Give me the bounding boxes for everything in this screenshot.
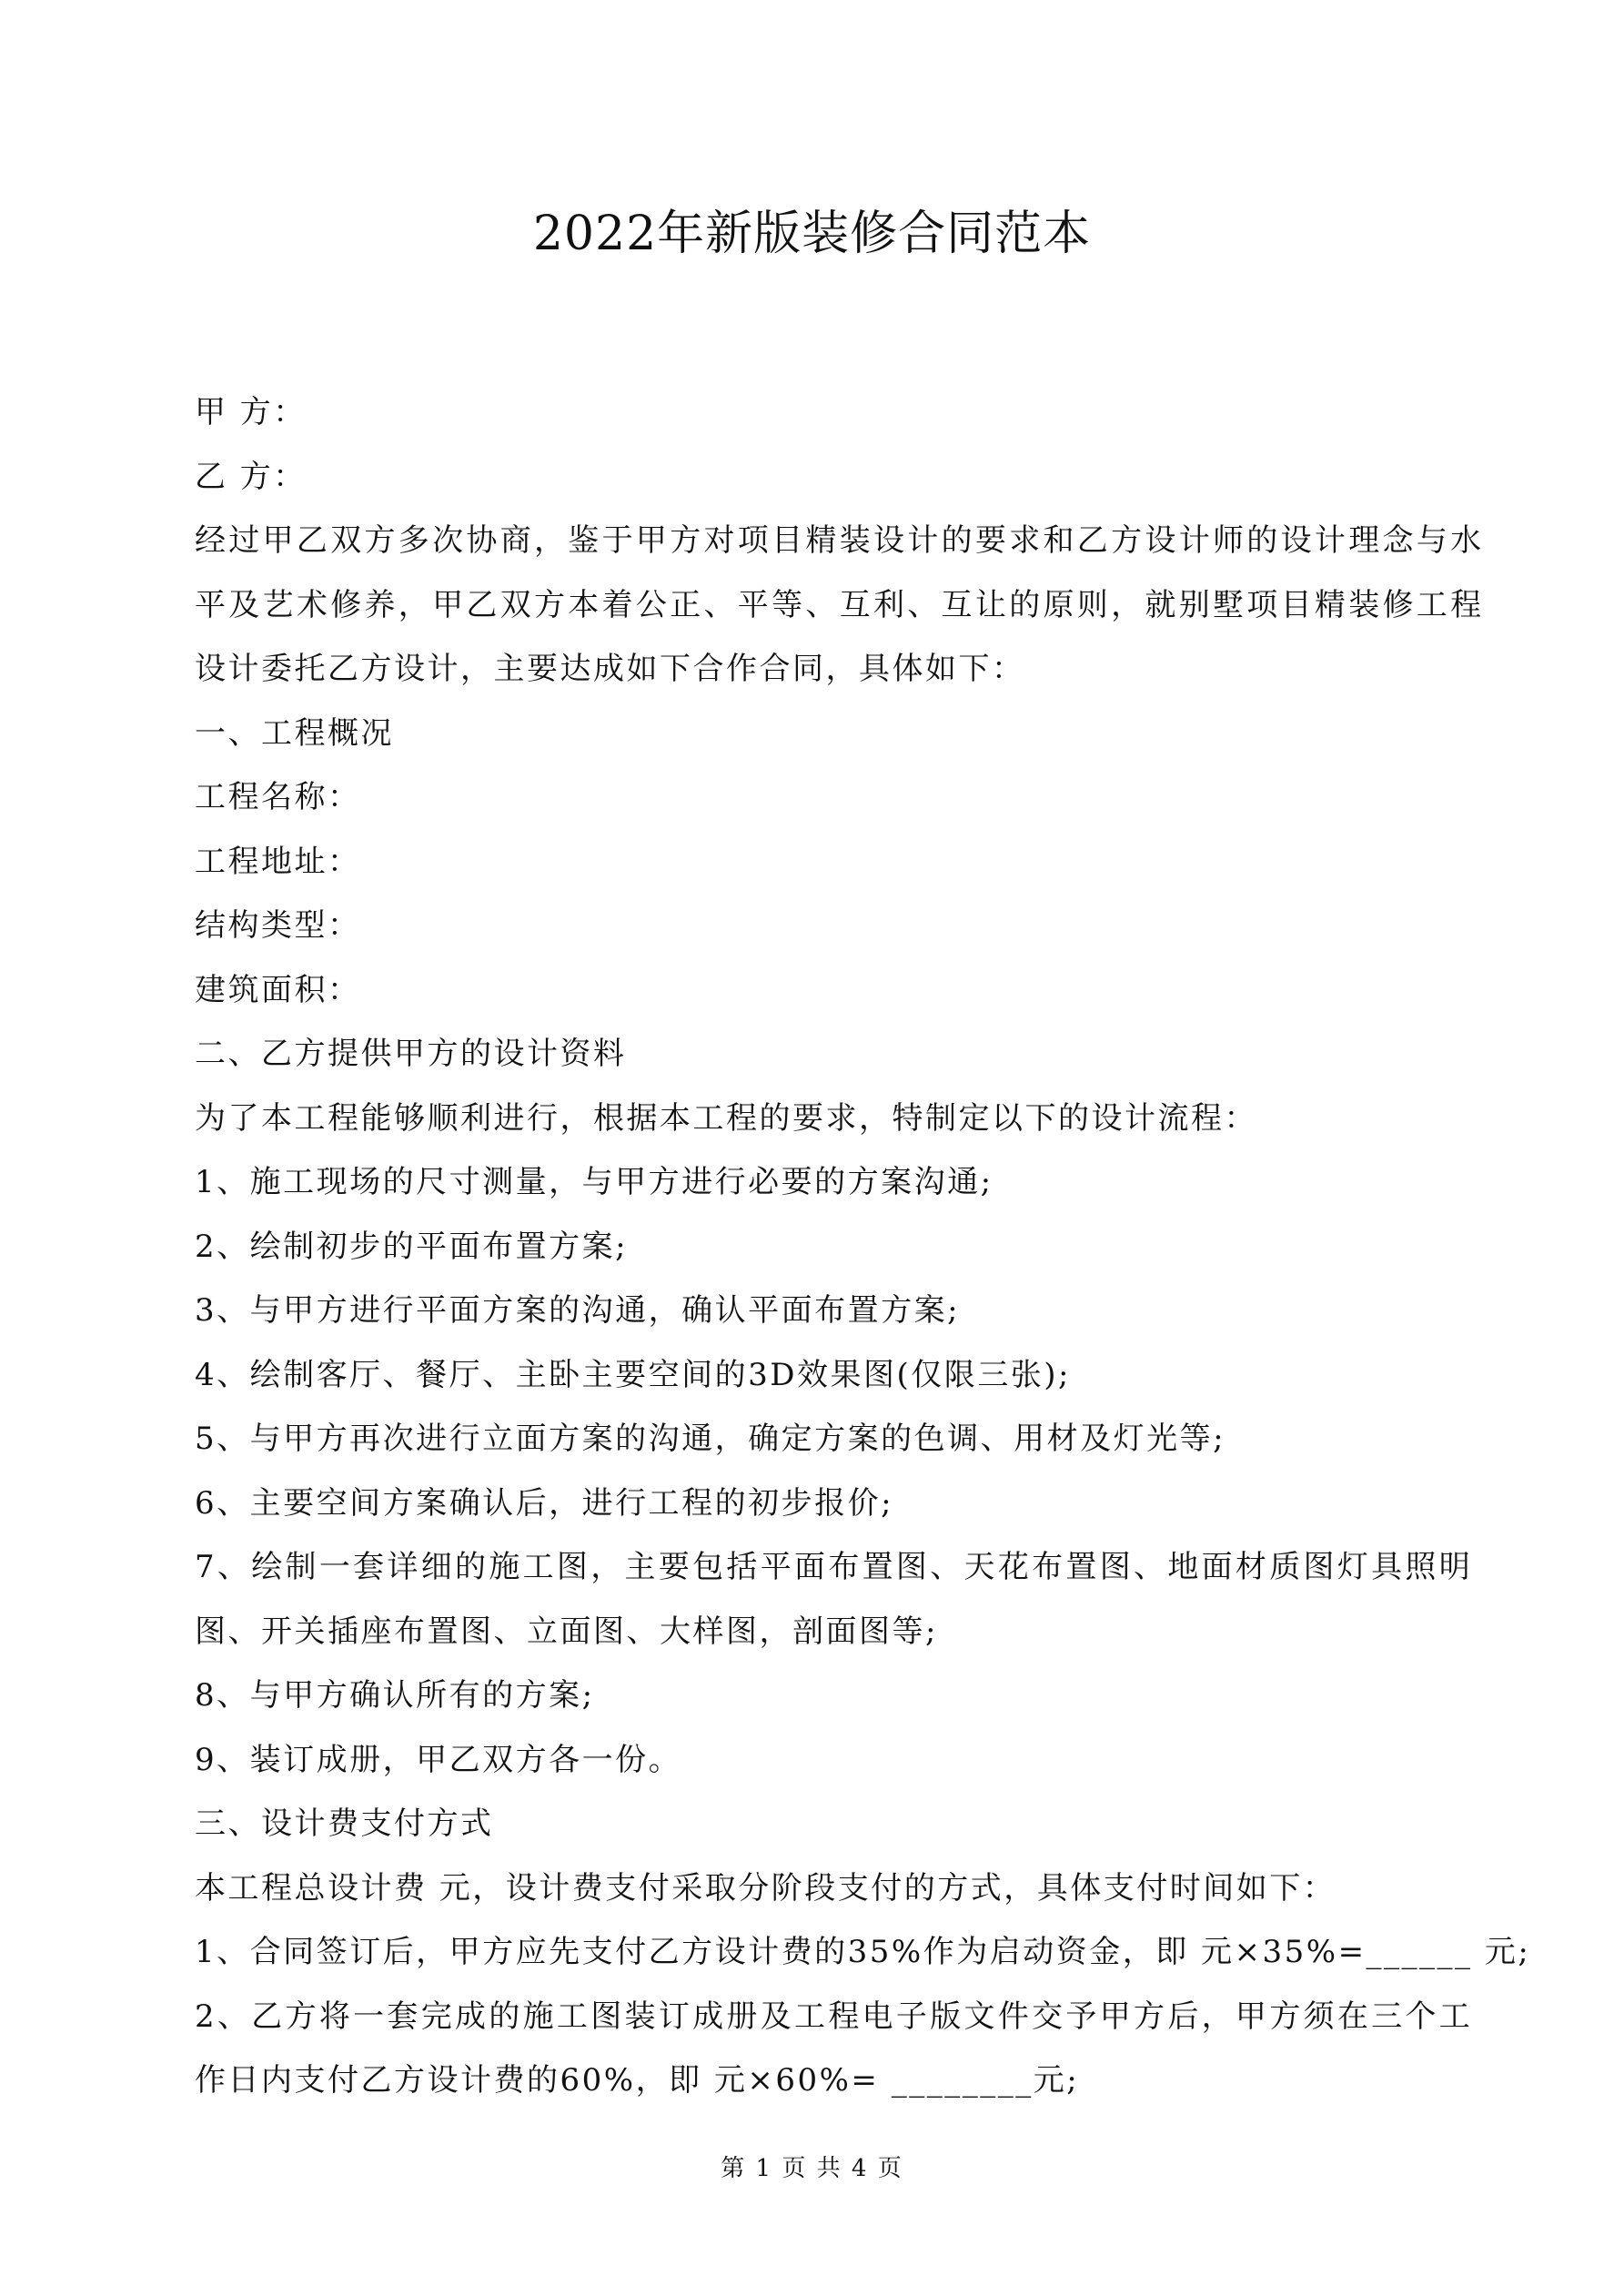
field-label: 工程地址： xyxy=(195,843,361,880)
list-item: 1、合同签订后，甲方应先支付乙方设计费的35%作为启动资金，即 元×35%=______ 元; xyxy=(195,1934,1531,1970)
list-item-continuation: 作日内支付乙方设计费的60%，即 元×60%= ________元; xyxy=(195,2062,1080,2099)
section-heading: 一、工程概况 xyxy=(195,714,394,752)
list-item: 6、主要空间方案确认后，进行工程的初步报价; xyxy=(195,1484,894,1522)
paragraph-line: 经过甲乙双方多次协商，鉴于甲方对项目精装设计的要求和乙方设计师的设计理念与水 xyxy=(195,522,1485,559)
list-item: 5、与甲方再次进行立面方案的沟通，确定方案的色调、用材及灯光等; xyxy=(195,1421,1226,1457)
party-b-line: 乙 方： xyxy=(195,458,307,495)
paragraph-line: 设计委托乙方设计，主要达成如下合作合同，具体如下： xyxy=(195,651,1025,687)
field-label: 结构类型： xyxy=(195,907,361,944)
list-item: 2、绘制初步的平面布置方案; xyxy=(195,1228,629,1265)
list-item: 8、与甲方确认所有的方案; xyxy=(195,1677,595,1714)
page-number-footer: 第 1 页 共 4 页 xyxy=(721,2155,903,2182)
list-item: 3、与甲方进行平面方案的沟通，确认平面布置方案; xyxy=(195,1292,961,1329)
paragraph-line: 平及艺术修养，甲乙双方本着公正、平等、互利、互让的原则，就别墅项目精装修工程 xyxy=(195,586,1485,623)
list-item: 9、装订成册，甲乙双方各一份。 xyxy=(195,1741,682,1778)
section-heading: 三、设计费支付方式 xyxy=(195,1805,494,1842)
field-label: 工程名称： xyxy=(195,779,361,815)
list-item: 2、乙方将一套完成的施工图装订成册及工程电子版文件交予甲方后，甲方须在三个工 xyxy=(195,1998,1474,2035)
paragraph-line: 本工程总设计费 元，设计费支付采取分阶段支付的方式，具体支付时间如下： xyxy=(195,1869,1337,1907)
document-title: 2022年新版装修合同范本 xyxy=(532,207,1092,261)
list-item: 7、绘制一套详细的施工图，主要包括平面布置图、天花布置图、地面材质图灯具照明 xyxy=(195,1549,1474,1585)
list-item: 1、施工现场的尺寸测量，与甲方进行必要的方案沟通; xyxy=(195,1164,994,1200)
list-item-continuation: 图、开关插座布置图、立面图、大样图，剖面图等; xyxy=(195,1613,938,1650)
list-item: 4、绘制客厅、餐厅、主卧主要空间的3D效果图(仅限三张); xyxy=(195,1356,1072,1393)
section-heading: 二、乙方提供甲方的设计资料 xyxy=(195,1036,627,1072)
party-a-line: 甲 方： xyxy=(195,394,307,430)
paragraph-line: 为了本工程能够顺利进行，根据本工程的要求，特制定以下的设计流程： xyxy=(195,1099,1257,1137)
field-label: 建筑面积： xyxy=(195,971,361,1008)
document-body xyxy=(195,380,1531,2113)
